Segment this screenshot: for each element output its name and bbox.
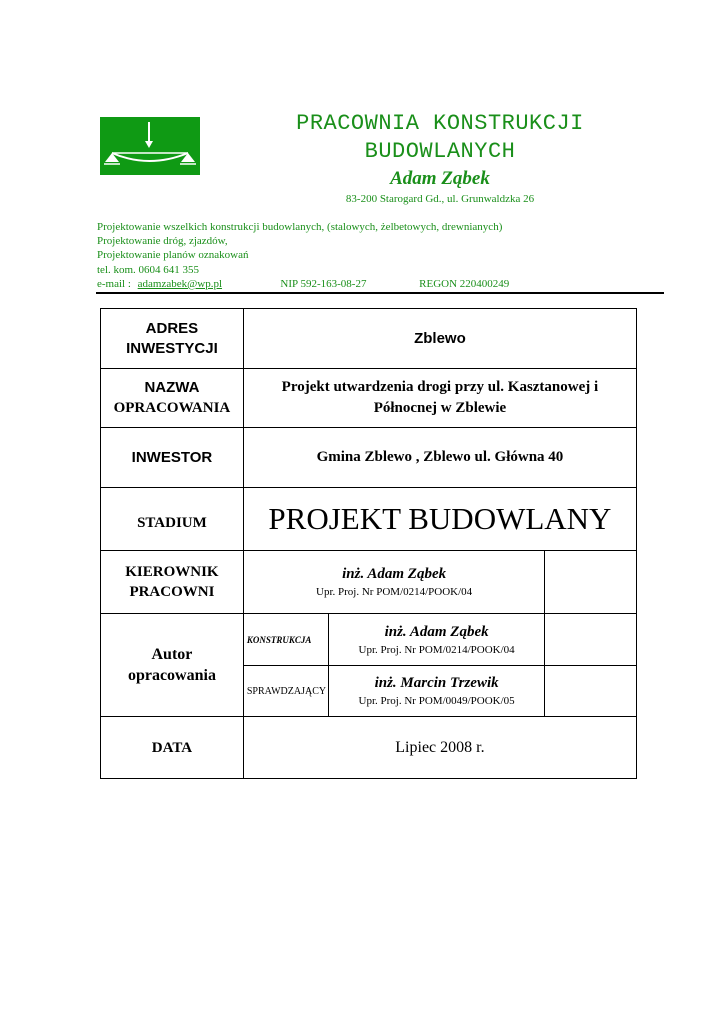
row-stadium	[101, 488, 637, 551]
kierownik-signature-cell	[545, 551, 637, 614]
row-kierownik	[101, 551, 637, 614]
autor-label	[101, 614, 244, 717]
project-info-table	[100, 308, 637, 779]
header-divider	[96, 292, 664, 294]
kierownik-label-line1: KIEROWNIK	[125, 564, 219, 580]
data-value: Lipiec 2008 r.	[243, 717, 636, 779]
email-link[interactable]: adamzabek@wp.pl	[137, 277, 223, 290]
adres-value: Zblewo	[243, 309, 636, 369]
row-inwestor	[101, 428, 637, 488]
nazwa-label-line1: NAZWA	[144, 379, 200, 396]
services-block	[97, 220, 509, 291]
konstrukcja-cert: Upr. Proj. Nr POM/0214/POOK/04	[358, 643, 515, 656]
stadium-value: PROJEKT BUDOWLANY	[243, 488, 636, 551]
kierownik-cert: Upr. Proj. Nr POM/0214/POOK/04	[316, 586, 473, 598]
nazwa-value	[243, 369, 636, 428]
autor-label-line2: opracowania	[127, 667, 216, 684]
beam-load-icon	[100, 117, 200, 175]
kierownik-name: inż. Adam Ząbek	[342, 566, 447, 582]
row-konstrukcja	[101, 614, 637, 666]
company-address: 83-200 Starogard Gd., ul. Grunwaldzka 26	[345, 193, 535, 205]
konstrukcja-value	[328, 614, 545, 666]
nazwa-label-line2: OPRACOWANIA	[113, 400, 231, 416]
row-data	[101, 717, 637, 779]
nazwa-value-line1: Projekt utwardzenia drogi przy ul. Kasztanowej i	[281, 379, 599, 395]
row-nazwa	[101, 369, 637, 428]
contact-line	[97, 277, 509, 291]
nazwa-label	[101, 369, 244, 428]
inwestor-value: Gmina Zblewo , Zblewo ul. Główna 40	[243, 428, 636, 488]
company-logo	[100, 117, 200, 175]
kierownik-label-line2: PRACOWNI	[129, 584, 215, 600]
service-line: Projektowanie dróg, zjazdów,	[97, 235, 228, 248]
kierownik-value	[243, 551, 544, 614]
company-header	[240, 110, 640, 205]
nip-number: NIP 592-163-08-27	[280, 277, 367, 290]
row-adres	[101, 309, 637, 369]
email-label: e-mail :	[97, 277, 131, 290]
sprawdzajacy-name: inż. Marcin Trzewik	[374, 675, 499, 691]
sprawdzajacy-role: SPRAWDZAJĄCY	[243, 666, 328, 717]
autor-label-line1: Autor	[151, 646, 193, 663]
owner-name: Adam Ząbek	[390, 168, 490, 189]
company-name-line2: BUDOWLANYCH	[364, 139, 516, 164]
phone-number: tel. kom. 0604 641 355	[97, 263, 200, 276]
regon-number: REGON 220400249	[419, 277, 510, 290]
adres-label-line2: INWESTYCJI	[126, 339, 218, 357]
company-name-line1: PRACOWNIA KONSTRUKCJI	[296, 111, 584, 136]
service-line: Projektowanie planów oznakowań	[97, 249, 249, 262]
sprawdzajacy-value	[328, 666, 545, 717]
inwestor-label: INWESTOR	[101, 428, 244, 488]
sprawdzajacy-cert: Upr. Proj. Nr POM/0049/POOK/05	[358, 695, 515, 707]
adres-label	[101, 309, 244, 369]
adres-label-line1: ADRES	[145, 319, 199, 337]
stadium-label: STADIUM	[101, 488, 244, 551]
data-label: DATA	[101, 717, 244, 779]
konstrukcja-name: inż. Adam Ząbek	[384, 623, 489, 640]
kierownik-label	[101, 551, 244, 614]
nazwa-value-line2: Północnej w Zblewie	[373, 400, 507, 416]
service-line: Projektowanie wszelkich konstrukcji budowlanych, (stalowych, żelbetowych, drewnianych)	[97, 221, 503, 233]
sprawdzajacy-signature-cell	[545, 666, 637, 717]
konstrukcja-signature-cell	[545, 614, 637, 666]
konstrukcja-role: KONSTRUKCJA	[243, 614, 328, 666]
